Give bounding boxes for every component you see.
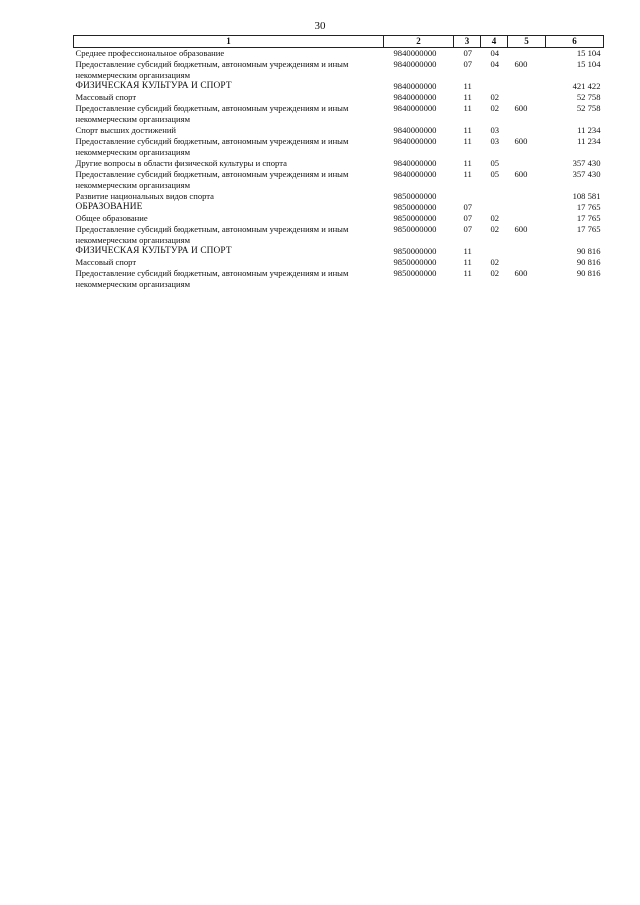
row-name: Предоставление субсидий бюджетным, автономным учреждениям и иным некоммерческим организациям xyxy=(75,268,349,289)
row-section: 11 xyxy=(463,103,472,113)
row-expense-kind: 600 xyxy=(514,224,528,234)
row-code: 9840000000 xyxy=(393,81,437,91)
row-section: 11 xyxy=(463,81,472,91)
row-code: 9850000000 xyxy=(393,246,437,256)
row-amount: 15 104 xyxy=(576,48,601,58)
row-subsection xyxy=(481,246,508,257)
row-name: Массовый спорт xyxy=(75,92,137,102)
row-subsection: 02 xyxy=(490,213,500,223)
row-section: 07 xyxy=(463,213,473,223)
row-code: 9840000000 xyxy=(393,59,437,69)
row-expense-kind: 600 xyxy=(514,59,528,69)
row-section: 11 xyxy=(463,92,472,102)
row-expense-kind: 600 xyxy=(514,169,528,179)
table-row xyxy=(74,257,604,268)
row-subsection xyxy=(481,202,508,213)
row-subsection: 02 xyxy=(490,257,500,267)
table-row xyxy=(74,158,604,169)
row-amount: 108 581 xyxy=(572,191,601,201)
column-header-4: 4 xyxy=(481,36,508,48)
row-amount: 357 430 xyxy=(572,158,601,168)
row-section: 11 xyxy=(463,125,472,135)
row-code: 9840000000 xyxy=(393,136,437,146)
table-header xyxy=(74,36,604,48)
row-subsection xyxy=(481,191,508,202)
row-section: 11 xyxy=(463,257,472,267)
row-subsection: 02 xyxy=(490,92,500,102)
row-subsection: 04 xyxy=(490,59,500,69)
table-row xyxy=(74,136,604,158)
row-code: 9840000000 xyxy=(393,92,437,102)
row-expense-kind xyxy=(508,125,546,136)
row-subsection: 03 xyxy=(490,125,500,135)
row-name: Развитие национальных видов спорта xyxy=(75,191,214,201)
row-name: ФИЗИЧЕСКАЯ КУЛЬТУРА И СПОРТ xyxy=(75,246,232,256)
row-subsection: 02 xyxy=(490,268,500,278)
header-row xyxy=(74,36,604,48)
row-name: Массовый спорт xyxy=(75,257,137,267)
row-section: 07 xyxy=(463,59,473,69)
row-amount: 52 758 xyxy=(576,92,601,102)
table-row xyxy=(74,103,604,125)
row-expense-kind xyxy=(508,257,546,268)
table-row xyxy=(74,48,604,60)
row-code: 9840000000 xyxy=(393,48,437,58)
row-amount: 17 765 xyxy=(576,202,601,212)
row-subsection xyxy=(481,81,508,92)
row-name: Общее образование xyxy=(75,213,148,223)
row-name: Предоставление субсидий бюджетным, автономным учреждениям и иным некоммерческим организациям xyxy=(75,136,349,157)
row-code: 9850000000 xyxy=(393,213,437,223)
row-subsection: 02 xyxy=(490,224,500,234)
row-expense-kind: 600 xyxy=(514,268,528,278)
row-amount: 357 430 xyxy=(572,169,601,179)
row-section: 11 xyxy=(463,158,472,168)
column-header-2: 2 xyxy=(384,36,454,48)
table-body xyxy=(74,48,604,291)
table-row xyxy=(74,246,604,257)
row-amount: 17 765 xyxy=(576,213,601,223)
row-section: 11 xyxy=(463,246,472,256)
table-row xyxy=(74,268,604,290)
row-amount: 11 234 xyxy=(577,136,601,146)
row-code: 9850000000 xyxy=(393,191,437,201)
row-name: Среднее профессиональное образование xyxy=(75,48,225,58)
row-code: 9840000000 xyxy=(393,169,437,179)
page-number: 30 xyxy=(314,20,326,32)
row-name: Другие вопросы в области физической культуры и спорта xyxy=(75,158,287,168)
row-code: 9850000000 xyxy=(393,268,437,278)
row-expense-kind xyxy=(508,158,546,169)
row-section: 11 xyxy=(463,136,472,146)
table-row xyxy=(74,213,604,224)
row-expense-kind xyxy=(508,81,546,92)
table-row xyxy=(74,59,604,81)
column-header-5: 5 xyxy=(508,36,546,48)
column-header-1: 1 xyxy=(74,36,384,48)
table-row xyxy=(74,92,604,103)
row-code: 9850000000 xyxy=(393,224,437,234)
row-code: 9850000000 xyxy=(393,202,437,212)
row-code: 9840000000 xyxy=(393,125,437,135)
row-expense-kind xyxy=(508,191,546,202)
row-expense-kind: 600 xyxy=(514,103,528,113)
row-section: 11 xyxy=(463,169,472,179)
table-row xyxy=(74,224,604,246)
row-subsection: 05 xyxy=(490,158,500,168)
row-section: 07 xyxy=(463,202,473,212)
budget-table xyxy=(73,35,604,290)
row-code: 9840000000 xyxy=(393,103,437,113)
row-name: Предоставление субсидий бюджетным, автономным учреждениям и иным некоммерческим организациям xyxy=(75,224,349,245)
column-header-6: 6 xyxy=(546,36,604,48)
row-amount: 52 758 xyxy=(576,103,601,113)
row-section: 07 xyxy=(463,48,473,58)
row-amount: 11 234 xyxy=(577,125,601,135)
table-row xyxy=(74,169,604,191)
row-section: 11 xyxy=(463,268,472,278)
row-code: 9850000000 xyxy=(393,257,437,267)
table-row xyxy=(74,191,604,202)
table-row xyxy=(74,202,604,213)
row-subsection: 02 xyxy=(490,103,500,113)
row-amount: 90 816 xyxy=(576,257,601,267)
row-name: Предоставление субсидий бюджетным, автономным учреждениям и иным некоммерческим организациям xyxy=(75,103,349,124)
row-subsection: 05 xyxy=(490,169,500,179)
row-expense-kind xyxy=(508,246,546,257)
column-header-3: 3 xyxy=(454,36,481,48)
row-expense-kind: 600 xyxy=(514,136,528,146)
row-amount: 421 422 xyxy=(572,81,601,91)
row-code: 9840000000 xyxy=(393,158,437,168)
row-expense-kind xyxy=(508,92,546,103)
row-section xyxy=(454,191,481,202)
row-amount: 90 816 xyxy=(576,268,601,278)
row-amount: 90 816 xyxy=(576,246,601,256)
row-subsection: 04 xyxy=(490,48,500,58)
table-row xyxy=(74,81,604,92)
row-name: ФИЗИЧЕСКАЯ КУЛЬТУРА И СПОРТ xyxy=(75,81,232,91)
row-amount: 15 104 xyxy=(576,59,601,69)
row-amount: 17 765 xyxy=(576,224,601,234)
row-section: 07 xyxy=(463,224,473,234)
row-name: Предоставление субсидий бюджетным, автономным учреждениям и иным некоммерческим организациям xyxy=(75,169,349,190)
row-expense-kind xyxy=(508,213,546,224)
row-name: Спорт высших достижений xyxy=(75,125,177,135)
row-expense-kind xyxy=(508,202,546,213)
table-row xyxy=(74,125,604,136)
row-name: Предоставление субсидий бюджетным, автономным учреждениям и иным некоммерческим организациям xyxy=(75,59,349,80)
row-subsection: 03 xyxy=(490,136,500,146)
row-expense-kind xyxy=(508,48,546,60)
row-name: ОБРАЗОВАНИЕ xyxy=(75,202,143,212)
